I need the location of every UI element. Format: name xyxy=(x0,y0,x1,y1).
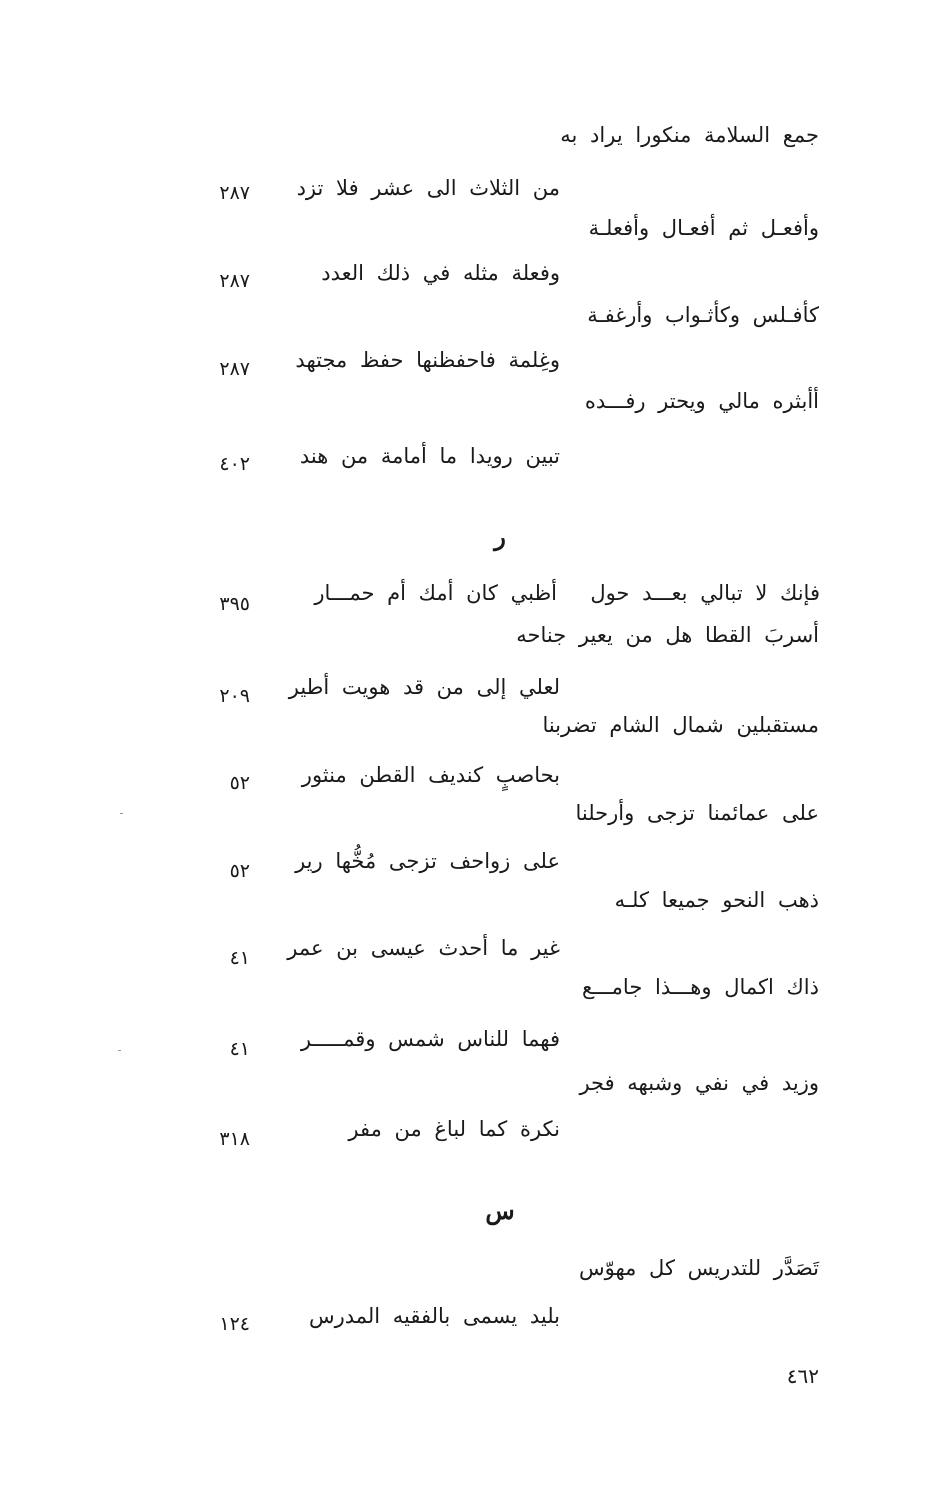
verse-hemistich-1: تَصَدَّر للتدريس كل مهوّس xyxy=(578,1256,819,1280)
verse-hemistich-2: من الثلاث الى عشر فلا تزد xyxy=(296,176,560,200)
verse-hemistich-1: فإنك لا تبالي بعـــد حول xyxy=(590,581,820,605)
page-reference: ٤١ xyxy=(229,947,250,969)
page-reference: ٥٢ xyxy=(229,860,250,882)
page-reference: ٢٨٧ xyxy=(219,182,250,204)
page-reference: ٥٢ xyxy=(229,772,250,794)
verse-hemistich-1: مستقبلين شمال الشام تضربنا xyxy=(542,713,819,737)
page-number: ٤٦٢ xyxy=(786,1364,819,1388)
verse-hemistich-2: بليد يسمى بالفقيه المدرس xyxy=(308,1304,560,1328)
verse-hemistich-1: وزيد في نفي وشبهه فجر xyxy=(579,1071,819,1095)
page-reference: ٤٠٢ xyxy=(219,453,250,475)
verse-hemistich-2: أظبي كان أمك أم حمـــار xyxy=(314,581,557,605)
verse-hemistich-1: أأبثره مالي ويحتر رفـــده xyxy=(584,389,819,413)
verse-hemistich-1: أسربَ القطا هل من يعير جناحه xyxy=(516,623,819,647)
page-reference: ١٢٤ xyxy=(219,1313,250,1335)
scan-speck xyxy=(120,813,123,814)
verse-hemistich-1: ذهب النحو جميعا كلـه xyxy=(614,888,819,912)
verse-hemistich-1: على عمائمنا تزجى وأرحلنا xyxy=(575,801,819,825)
page-reference: ٣١٨ xyxy=(219,1128,250,1150)
verse-hemistich-1: جمع السلامة منكورا يراد به xyxy=(560,123,819,147)
verse-hemistich-2: وفعلة مثله في ذلك العدد xyxy=(321,261,560,285)
verse-hemistich-2: بحاصبٍ كنديف القطن منثور xyxy=(301,763,560,787)
verse-hemistich-1: كأفـلس وكأثـواب وأرغفـة xyxy=(587,303,819,327)
verse-hemistich-2: غير ما أحدث عيسى بن عمر xyxy=(287,936,560,960)
verse-hemistich-2: على زواحف تزجى مُخُّها رير xyxy=(295,849,560,873)
scan-speck xyxy=(118,1050,121,1051)
verse-hemistich-1: وأفعـل ثم أفعـال وأفعلـة xyxy=(588,216,819,240)
section-letter-ra: ر xyxy=(494,522,506,551)
page-reference: ٤١ xyxy=(229,1038,250,1060)
page-reference: ٣٩٥ xyxy=(219,593,250,615)
verse-hemistich-2: وغِلمة فاحفظنها حفظ مجتهد xyxy=(295,348,560,372)
page-reference: ٢٨٧ xyxy=(219,270,250,292)
verse-hemistich-2: لعلي إلى من قد هويت أطير xyxy=(288,675,560,699)
verse-hemistich-1: ذاك اكمال وهـــذا جامـــع xyxy=(582,975,819,999)
verse-hemistich-2: تبين رويدا ما أمامة من هند xyxy=(299,444,560,468)
section-letter-sin: س xyxy=(485,1196,515,1225)
verse-hemistich-2: فهما للناس شمس وقمـــــر xyxy=(300,1027,560,1051)
verse-hemistich-2: نكرة كما لباغ من مفر xyxy=(348,1117,560,1141)
page-reference: ٢٨٧ xyxy=(219,358,250,380)
page-reference: ٢٠٩ xyxy=(219,685,250,707)
